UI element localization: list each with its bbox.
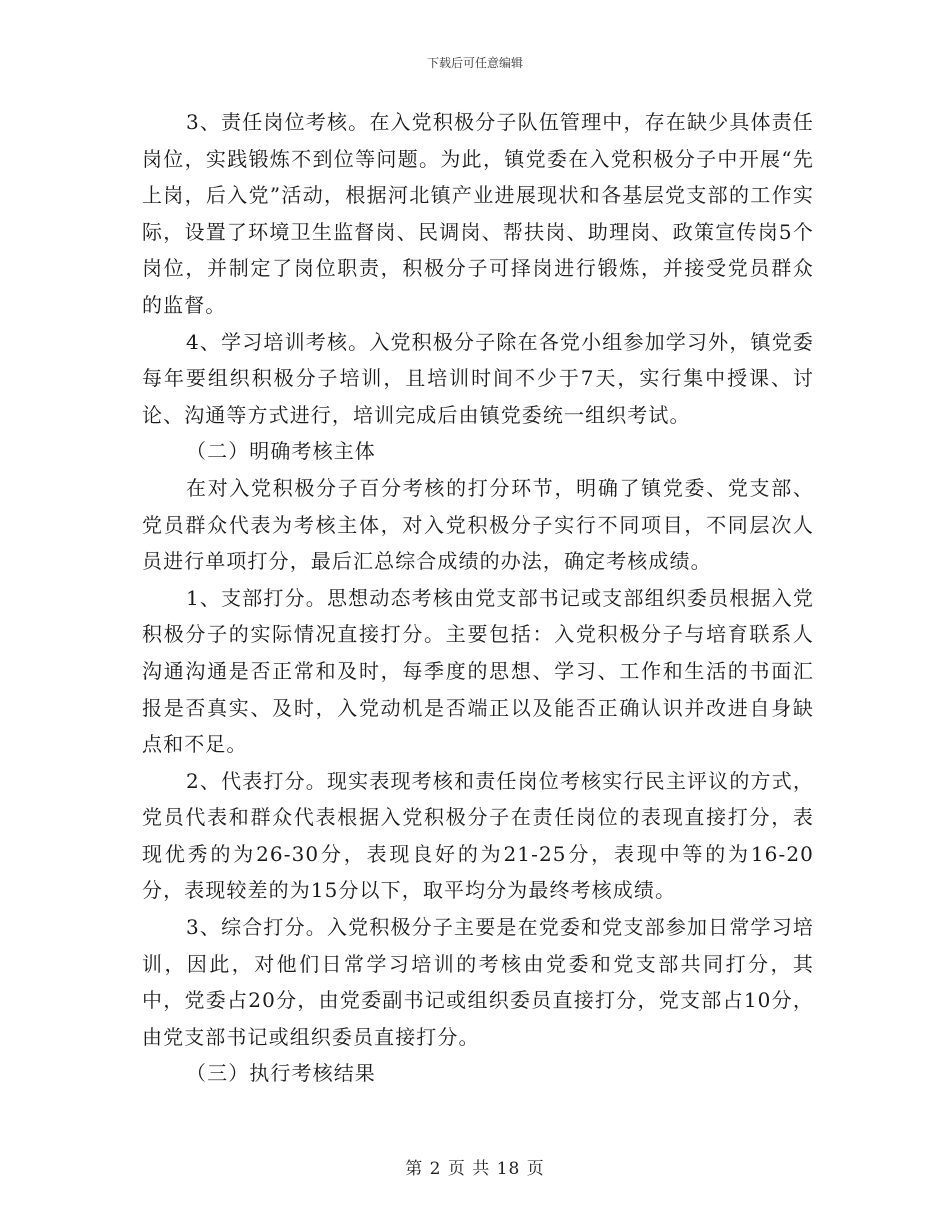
paragraph-responsibility-post-assessment: 3、责任岗位考核。在入党积极分子队伍管理中，存在缺少具体责任岗位，实践锻炼不到位等问题。为此，镇党委在入党积极分子中开展“先上岗，后入党”活动，根据河北镇产业进展现状和各基层党支部的工作实际，设置了环境卫生监督岗、民调岗、帮扶岗、助理岗、政策宣传岗5个岗位，并制定了岗位职责，积极分子可择岗进行锻炼，并接受党员群众的监督。 (142, 110, 814, 317)
paragraph-assessment-subject-intro: 在对入党积极分子百分考核的打分环节，明确了镇党委、党支部、党员群众代表为考核主体，对入党积极分子实行不同项目，不同层次人员进行单项打分，最后汇总综合成绩的办法，确定考核成绩。 (142, 475, 814, 574)
section-heading-assessment-subject: （二）明确考核主体 (186, 439, 376, 464)
page-number-footer: 第 2 页 共 18 页 (405, 1159, 545, 1179)
paragraph-representative-scoring: 2、代表打分。现实表现考核和责任岗位考核实行民主评议的方式，党员代表和群众代表根据入党积极分子在责任岗位的表现直接打分，表现优秀的为26-30分，表现良好的为21-25分，表现中等的为16-20分，表现较差的为15分以下，取平均分为最终考核成绩。 (142, 768, 814, 903)
paragraph-study-training-assessment: 4、学习培训考核。入党积极分子除在各党小组参加学习外，镇党委每年要组织积极分子培训，且培训时间不少于7天，实行集中授课、讨论、沟通等方式进行，培训完成后由镇党委统一组织考试。 (142, 329, 814, 427)
document-body (142, 104, 814, 1092)
section-heading-execute-results: （三）执行考核结果 (186, 1061, 376, 1086)
paragraph-branch-scoring: 1、支部打分。思想动态考核由党支部书记或支部组织委员根据入党积极分子的实际情况直接打分。主要包括：入党积极分子与培育联系人沟通沟通是否正常和及时，每季度的思想、学习、工作和生活的书面汇报是否真实、及时，入党动机是否端正以及能否正确认识并改进自身缺点和不足。 (142, 585, 814, 757)
paragraph-comprehensive-scoring: 3、综合打分。入党积极分子主要是在党委和党支部参加日常学习培训，因此，对他们日常学习培训的考核由党委和党支部共同打分，其中，党委占20分，由党委副书记或组织委员直接打分，党支部占10分，由党支部书记或组织委员直接打分。 (142, 915, 814, 1049)
page-header: 下载后可任意编辑 (426, 56, 523, 70)
